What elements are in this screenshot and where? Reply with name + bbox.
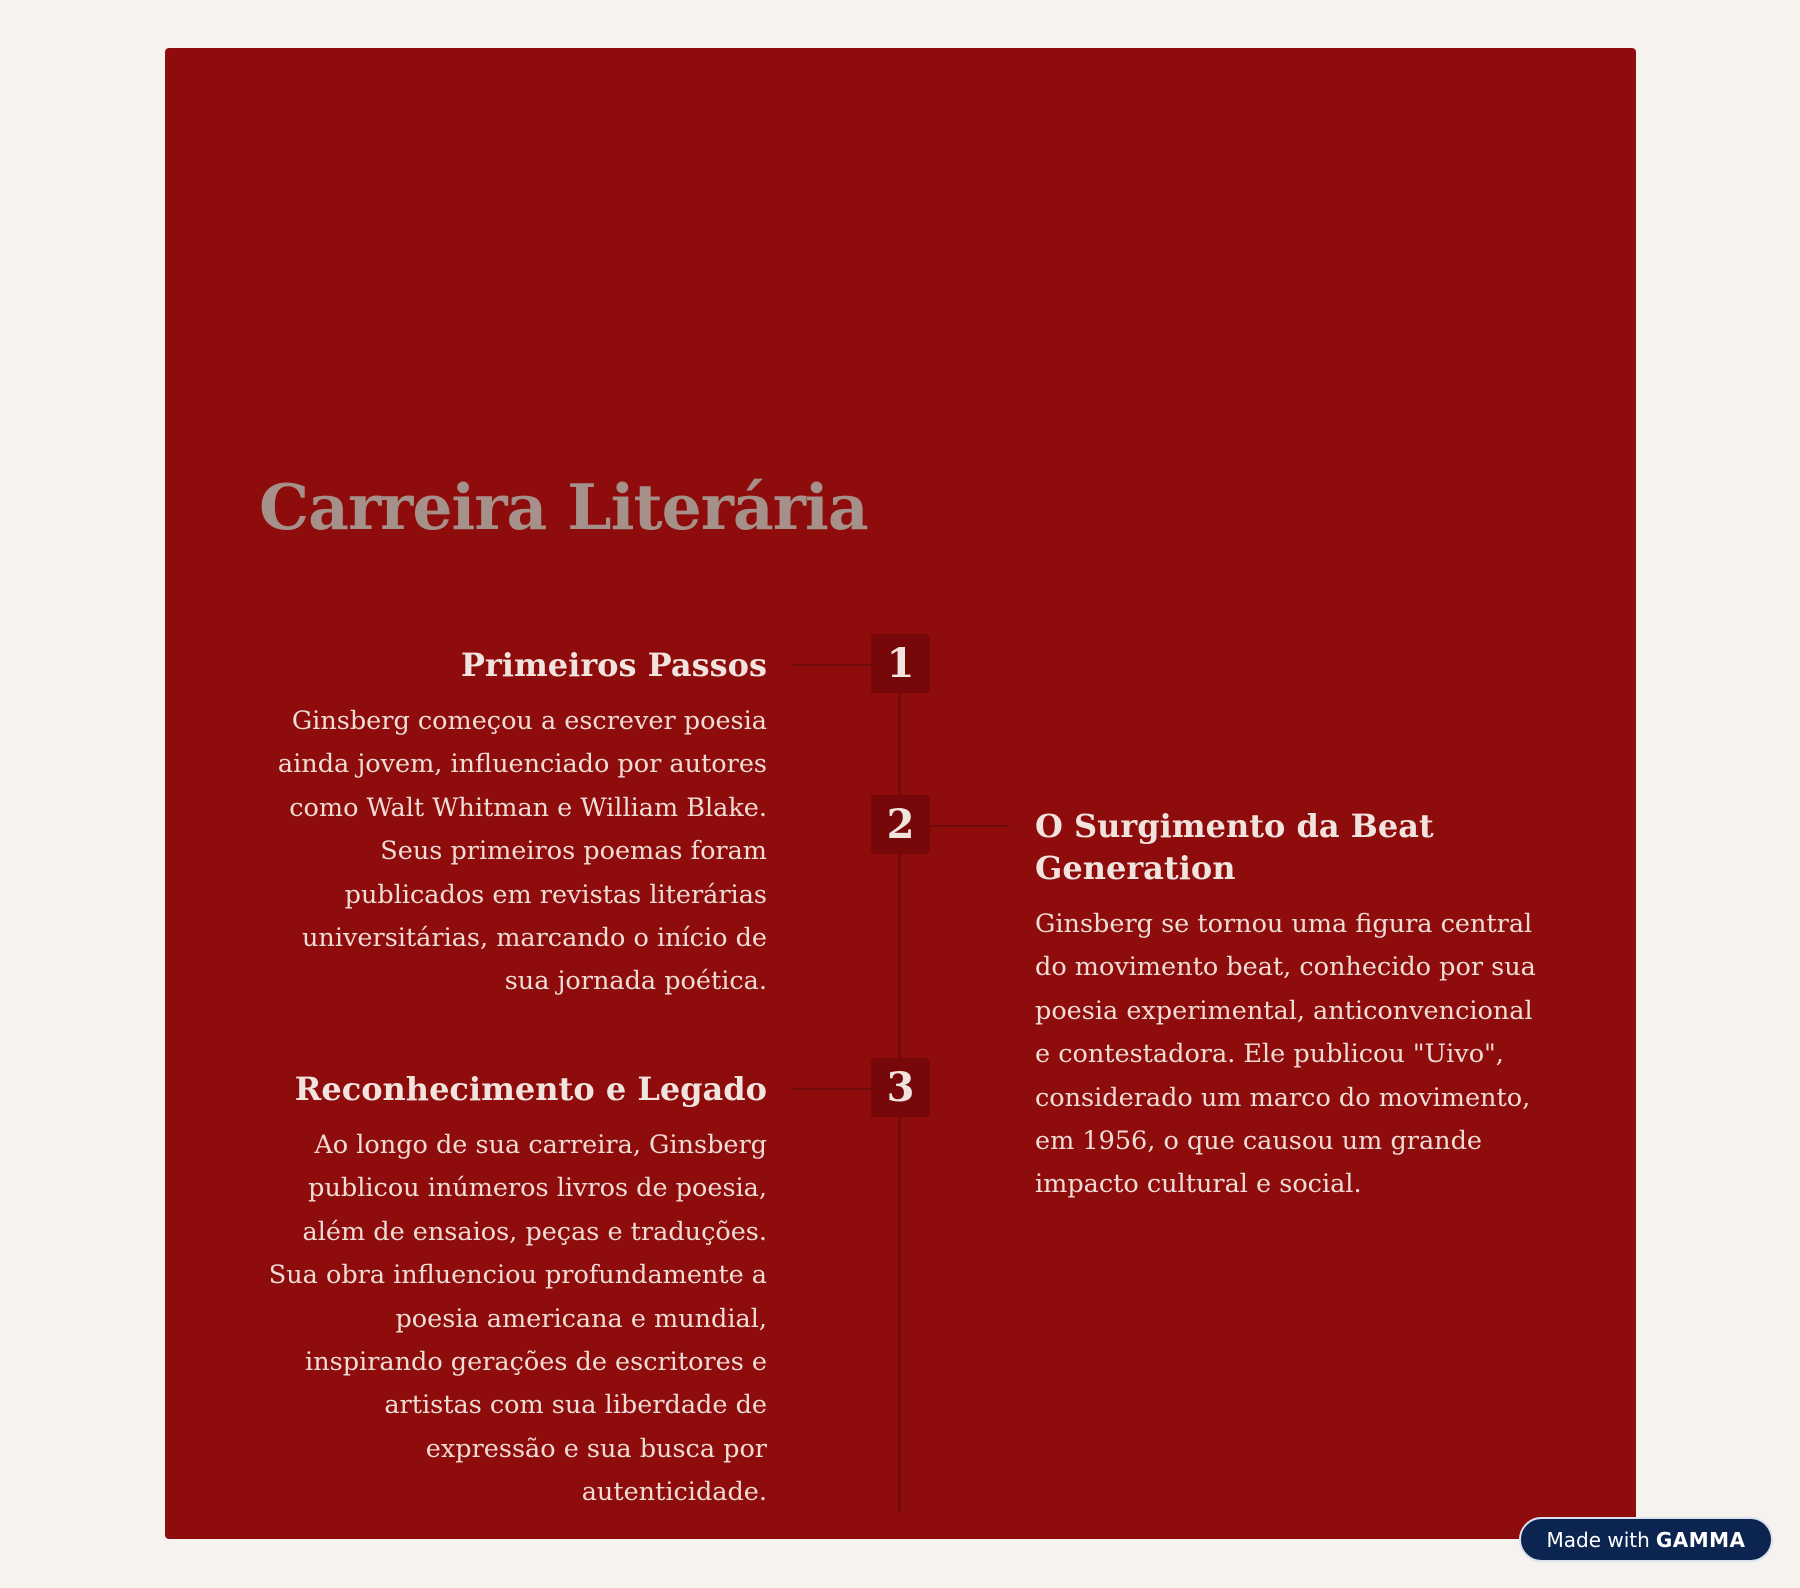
made-with-gamma-badge[interactable] [1519, 1517, 1773, 1562]
page-title: Carreira Literária [259, 470, 868, 544]
gamma-logo: GAMMA [1655, 1527, 1746, 1552]
step-heading: Primeiros Passos [460, 646, 767, 684]
step-body: Ao longo de sua carreira, Ginsberg publicou inúmeros livros de poesia, além de ensaios, peças e traduções. Sua obra influenciou profundamente a poesia americana e mundial, inspirando gerações de escritores e artistas com sua liberdade de expressão e sua busca por autenticidade. [268, 1130, 767, 1508]
slide-card [165, 48, 1636, 1539]
timeline-step-2 [1035, 805, 1540, 1207]
connector-3 [792, 1088, 871, 1090]
step-number-2: 2 [871, 795, 930, 854]
step-body: Ginsberg se tornou uma figura central do movimento beat, conhecido por sua poesia experimental, anticonvencional e contestadora. Ele publicou "Uivo", considerado um marco do movimento, em 1956, o que causou um grande impacto cultural e social. [1035, 909, 1536, 1200]
badge-made-with-label: Made with [1546, 1527, 1650, 1552]
timeline-step-1 [257, 644, 767, 1004]
step-body: Ginsberg começou a escrever poesia ainda jovem, influenciado por autores como Walt Whitman e William Blake. Seus primeiros poemas foram publicados em revistas literárias universitárias, marcando o início de sua jornada poética. [277, 706, 767, 997]
connector-2 [930, 825, 1009, 827]
step-number-1: 1 [871, 634, 930, 693]
step-heading: Reconhecimento e Legado [294, 1070, 767, 1108]
step-number-3: 3 [871, 1058, 930, 1117]
timeline-step-3 [257, 1068, 767, 1515]
connector-1 [792, 664, 871, 666]
step-heading: O Surgimento da Beat Generation [1035, 807, 1434, 887]
